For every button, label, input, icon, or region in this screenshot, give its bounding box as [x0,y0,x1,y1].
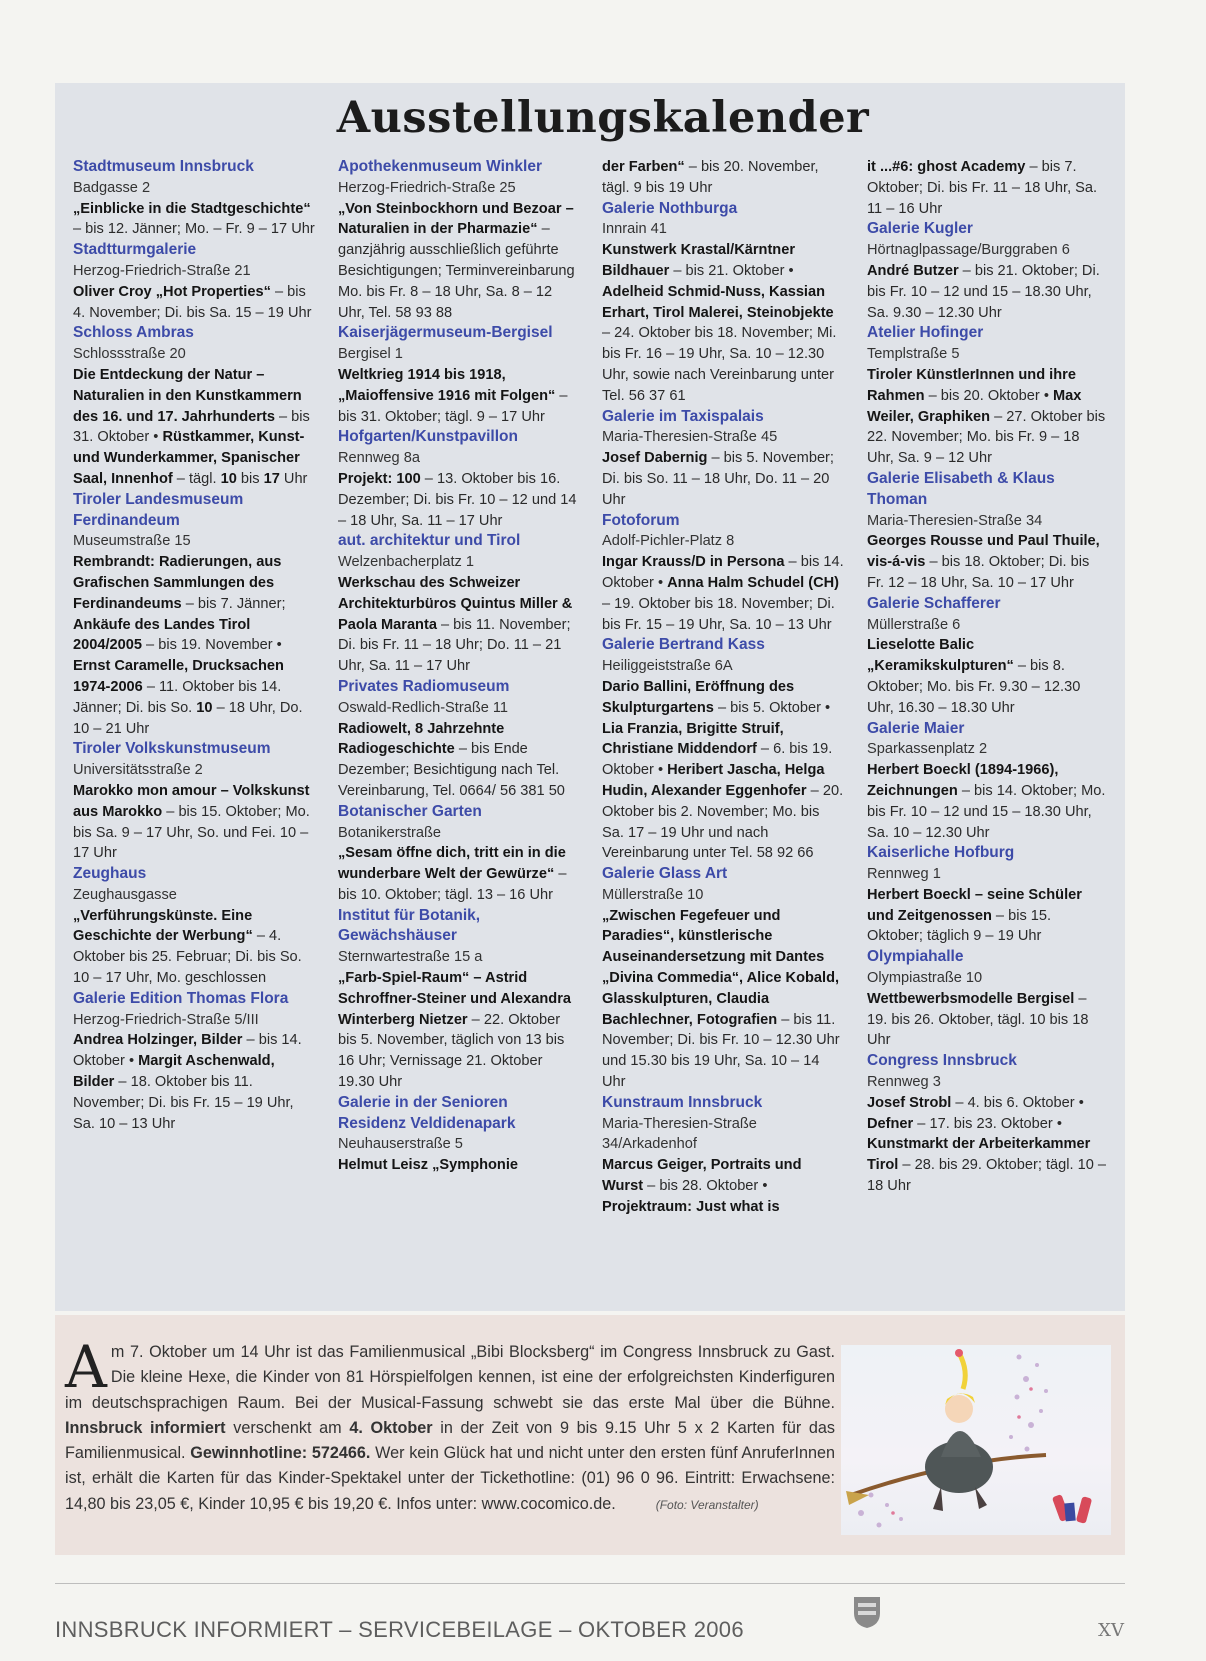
exhibition-dates: – bis 14. Oktober; Mo. bis Fr. 10 – 12 und 15 – 18.30 Uhr, Sa. 10 – 12.30 Uhr [867,782,1106,841]
exhibition-title: Lia Franzia, Brigitte Struif, Christiane Middendorf [602,720,784,758]
exhibition-title: „Von Steinbockhorn und Bezoar – Naturalien in der Pharmazie“ [338,200,574,238]
exhibition-dates: – 6. bis 19. Oktober • [602,741,833,779]
exhibition-details [867,365,1109,469]
exhibition-dates: – 18 Uhr, Do. 10 – 21 Uhr [73,699,303,737]
venue-address: Maria-Theresien-Straße 34/Arkadenhof [602,1115,757,1153]
exhibition-dates: – bis 20. November, tägl. 9 bis 19 Uhr [602,159,819,196]
exhibition-title: Rüstkammer, Kunst- und Wunderkammer, Spanischer Saal, Innenhof [73,429,305,487]
exhibition-dates: – 19. Oktober bis 18. November; Di. bis Fr. 15 – 19 Uhr, Sa. 10 – 13 Uhr [602,595,835,633]
exhibition-title: Kunstmarkt der Arbeiterkammer Tirol [867,1136,1091,1174]
venue-name: Botanischer Garten [338,802,482,820]
venue-address: Rennweg 8a [338,450,420,467]
exhibition-title: Ernst Caramelle, Drucksachen 1974-2006 [73,658,284,695]
exhibition-details [73,1030,315,1134]
venue-address: Innrain 41 [602,221,667,238]
exhibition-dates: – 18. Oktober bis 11. November; Di. bis Fr. 15 – 19 Uhr, Sa. 10 – 13 Uhr [73,1074,294,1132]
venue-address: Museumstraße 15 [73,533,191,550]
exhibition-dates: – bis 7. Oktober; Di. bis Fr. 11 – 18 Uhr, Sa. 11 – 16 Uhr [867,159,1098,217]
venue-address: Müllerstraße 10 [602,886,704,903]
venue-name: Schloss Ambras [73,324,194,342]
exhibition-title: Wettbewerbsmodelle Bergisel [867,990,1075,1007]
notice-highlight: Innsbruck informiert [65,1418,226,1437]
exhibition-details [602,906,844,1093]
exhibition-dates: – bis 8. Oktober; Mo. bis Fr. 9.30 – 12.30 Uhr, 16.30 – 18.30 Uhr [867,658,1081,716]
exhibition-details [867,1093,1109,1197]
exhibition-dates: – bis 19. November • [142,637,282,654]
exhibition-title: Projekt: 100 [338,470,421,487]
exhibition-title: Projektraum: Just what is [602,1198,780,1215]
venue-name: Stadtmuseum Innsbruck [73,158,254,175]
exhibition-dates: – bis 12. Jänner; Mo. – Fr. 9 – 17 Uhr [73,221,315,238]
exhibition-title: Anna Halm Schudel (CH) [667,574,840,591]
exhibition-details [867,261,1109,323]
exhibition-title: André Butzer [867,262,959,279]
exhibition-title: Herbert Boeckl (1894-1966), Zeichnungen [867,762,1059,799]
venue-name: Kaiserjägermuseum-Bergisel [338,324,553,342]
exhibition-dates: – 27. Oktober bis 22. November; Mo. bis Fr. 9 – 18 Uhr, Sa. 9 – 12 Uhr [867,408,1106,467]
exhibition-title: Dario Ballini, Eröffnung des Skulpturgartens [602,678,795,716]
exhibition-title: Georges Rousse und Paul Thuile, vis-á-vis [867,533,1100,571]
exhibition-dates: – 19. bis 26. Oktober, tägl. 10 bis 18 Uhr [867,990,1089,1049]
exhibition-details [602,157,844,199]
exhibition-dates: – bis 5. November; Di. bis So. 11 – 18 Uhr, Do. 11 – 20 Uhr [602,450,834,508]
exhibition-dates: – bis 7. Jänner; [181,595,286,612]
exhibition-dates: – 4. bis 6. Oktober • [951,1094,1084,1111]
exhibition-details [602,240,844,406]
exhibition-dates: – bis 4. November; Di. bis Sa. 15 – 19 Uhr [73,283,312,321]
venue-name: Galerie Glass Art [602,865,728,883]
exhibition-dates: – 13. Oktober bis 16. Dezember; Di. bis Fr. 10 – 12 und 14 – 18 Uhr, Sa. 11 – 17 Uhr [338,470,577,529]
exhibition-title: Rembrandt: Radierungen, aus Grafischen Sammlungen des Ferdinandeums [73,554,282,612]
page-number: XV [1098,1620,1124,1641]
venue-address: Rennweg 1 [867,866,941,883]
exhibition-dates: – bis 31. Oktober; tägl. 9 – 17 Uhr [338,387,568,425]
notice-paragraph [65,1333,836,1518]
exhibition-title: „Sesam öffne dich, tritt ein in die wunderbare Welt der Gewürze“ [338,845,566,883]
exhibition-details [602,677,844,864]
exhibition-details [338,968,580,1093]
footer-rule [55,1583,1125,1584]
exhibition-title: Josef Dabernig [602,450,708,467]
exhibition-title: 17 [263,470,280,487]
venue-address: Sparkassenplatz 2 [867,741,988,758]
venue-name: Kaiserliche Hofburg [867,844,1015,862]
calendar-column-4 [867,157,1109,1197]
exhibition-dates: – 22. Oktober bis 5. November, täglich von 13 bis 16 Uhr; Vernissage 21. Oktober 19.30 Uhr [338,1011,565,1091]
exhibition-title: Heribert Jascha, Helga Hudin, Alexander Eggenhofer [602,762,825,799]
venue-address: Universitätsstraße 2 [73,762,203,779]
exhibition-details [602,1155,844,1217]
exhibition-title: Margit Aschenwald, Bilder [73,1053,275,1091]
exhibition-dates: – bis 28. Oktober • [643,1178,768,1195]
exhibition-title: 10 [196,699,213,716]
coat-of-arms-icon [852,1595,882,1629]
exhibition-details [73,282,315,324]
exhibition-title: Weltkrieg 1914 bis 1918, „Maioffensive 1916 mit Folgen“ [338,366,556,404]
exhibition-details [338,1155,580,1176]
venue-address: Heiliggeiststraße 6A [602,658,733,675]
calendar-column-1 [73,157,315,1134]
exhibition-dates: – bis 20. Oktober • [924,387,1053,404]
exhibition-title: Ankäufe des Landes Tirol 2004/2005 [73,616,251,654]
exhibition-details [338,365,580,427]
exhibition-dates: – bis 15. Oktober; täglich 9 – 19 Uhr [867,907,1052,945]
exhibition-dates: – bis 14. Oktober • [73,1032,302,1070]
exhibition-details [338,843,580,905]
venue-name: Stadtturmgalerie [73,241,197,259]
venue-address: Müllerstraße 6 [867,616,961,633]
exhibition-details [602,552,844,635]
venue-address: Adolf-Pichler-Platz 8 [602,533,735,550]
bibi-blocksberg-photo [841,1345,1111,1535]
exhibition-details [338,719,580,802]
photo-credit: (Foto: Veranstalter) [655,1497,759,1512]
exhibition-title: Werkschau des Schweizer Architekturbüros Quintus Miller & Paola Maranta [338,574,573,633]
venue-name: aut. architektur und Tirol [338,532,521,550]
exhibition-details [73,199,315,241]
venue-address: Bergisel 1 [338,346,403,363]
exhibition-dates: – bis 18. Oktober; Di. bis Fr. 12 – 18 Uhr, Sa. 10 – 17 Uhr [867,554,1090,591]
exhibition-dates: – 24. Oktober bis 18. November; Mi. bis Fr. 16 – 19 Uhr, Sa. 10 – 12.30 Uhr, sowie nach Vereinbarung unter Tel. 56 37 61 [602,325,837,404]
exhibition-title: it ...#6: ghost Academy [867,159,1026,175]
exhibition-details [867,885,1109,947]
exhibition-dates: – ganzjährig ausschließlich geführte Besichtigungen; Terminvereinbarung Mo. bis Fr. 8 – 18 Uhr, Sa. 8 – 12 Uhr, Tel. 58 93 88 [338,221,575,321]
exhibition-details [867,760,1109,843]
venue-address: Welzenbacherplatz 1 [338,554,475,571]
venue-address: Herzog-Friedrich-Straße 21 [73,262,251,279]
exhibition-title: der Farben“ [602,159,685,175]
exhibition-dates: – bis 31. Oktober • [73,408,310,446]
exhibition-title: Ingar Krauss/D in Persona [602,554,785,571]
exhibition-dates: – tägl. [172,470,221,487]
venue-name: Galerie Maier [867,719,965,737]
page-title: Ausstellungskalender [336,93,870,143]
venue-name: Galerie Schafferer [867,594,1001,612]
drop-cap: A [65,1333,107,1401]
exhibition-title: 10 [220,470,237,487]
venue-name: Tiroler Landesmuseum Ferdinandeum [73,490,244,529]
exhibition-dates: – bis 14. Oktober • [602,554,844,591]
exhibition-title: Adelheid Schmid-Nuss, Kassian Erhart, Tirol Malerei, Steinobjekte [602,283,834,321]
venue-name: Hofgarten/Kunstpavillon [338,428,518,446]
calendar-column-2 [338,157,580,1176]
footer-title: INNSBRUCK INFORMIERT – SERVICEBEILAGE – OKTOBER 2006 [55,1617,744,1642]
exhibition-title: Josef Strobl [867,1094,952,1111]
exhibition-dates: – bis 11. November; Di. bis Fr. 11 – 18 Uhr; Do. 11 – 21 Uhr, Sa. 11 – 17 Uhr [338,616,571,675]
exhibition-title: Herbert Boeckl – seine Schüler und Zeitgenossen [867,886,1082,924]
venue-address: Maria-Theresien-Straße 34 [867,512,1043,529]
exhibition-dates: – bis Ende Dezember; Besichtigung nach Tel. Vereinbarung, Tel. 0664/ 56 381 50 [338,741,565,799]
exhibition-dates: – bis 5. Oktober • [713,699,831,716]
exhibition-dates: – 11. Oktober bis 14. Jänner; Di. bis So. [73,678,282,716]
exhibition-title: Lieselotte Balic „Keramikskulpturen“ [867,637,1014,675]
exhibition-title: Helmut Leisz „Symphonie [338,1157,519,1174]
exhibition-title: Radiowelt, 8 Jahrzehnte Radiogeschichte [338,720,505,758]
venue-name: Galerie Bertrand Kass [602,636,765,654]
exhibition-dates: bis [236,470,264,487]
exhibition-dates: – bis 11. November; Di. bis Fr. 10 – 12.30 Uhr und 15.30 bis 19 Uhr, Sa. 10 – 14 Uhr [602,1011,840,1091]
notice-text-segment: verschenkt am [225,1418,350,1437]
venue-name: Galerie Elisabeth & Klaus Thoman [867,469,1055,508]
venue-address: Badgasse 2 [73,179,151,196]
exhibition-details [867,989,1109,1051]
venue-name: Atelier Hofinger [867,324,984,342]
exhibition-title: Oliver Croy „Hot Properties“ [73,283,271,300]
exhibition-details [338,469,580,531]
notice-text-segment: Wer kein Glück hat und nicht unter den ersten fünf AnruferInnen ist, erhält die Karten für das Kinder-Spektakel unter der Tickethotline: (01) 96 0 96. Eintritt: Erwachsene: 14,80 bis 23,05 €, Kinder 10,95 € bis 19,20 €. Infos unter: www.cocomico.de. [65,1444,835,1513]
exhibition-title: „Verführungskünste. Eine Geschichte der Werbung“ [73,907,253,945]
exhibition-title: Max Weiler, Graphiken [867,387,1082,425]
venue-name: Apothekenmuseum Winkler [338,158,542,175]
notice-text [65,1333,836,1518]
exhibition-title: „Einblicke in die Stadtgeschichte“ [73,200,311,217]
venue-address: Neuhauserstraße 5 [338,1136,463,1153]
venue-address: Sternwartestraße 15 a [338,949,483,966]
exhibition-dates: – 20. Oktober bis 2. November; Mo. bis Sa. 17 – 19 Uhr und nach Vereinbarung unter Tel. 58 92 66 [602,782,844,862]
exhibition-title: Kunstwerk Krastal/Kärntner Bildhauer [602,242,796,279]
venue-name: Olympiahalle [867,948,964,966]
exhibition-title: Andrea Holzinger, Bilder [73,1032,243,1049]
exhibition-dates: – bis 21. Oktober; Di. bis Fr. 10 – 12 und 15 – 18.30 Uhr, Sa. 9.30 – 12.30 Uhr [867,262,1100,321]
witch-on-broom-illustration [841,1345,1111,1535]
venue-address: Herzog-Friedrich-Straße 5/III [73,1011,259,1028]
venue-name: Institut für Botanik, Gewächshäuser [338,906,481,945]
notice-text-segment: m 7. Oktober um 14 Uhr ist das Familienmusical „Bibi Blocksberg“ im Congress Innsbruck zu Gast. Die kleine Hexe, die Kinder von 81 Hörspielfolgen kennen, ist eine der erfolgreichsten Kinderfiguren im deutschsprachigen Raum. Bei der Musical-Fassung schwebt sie das erste Mal über die Bühne. [65,1343,835,1412]
exhibition-title: Marcus Geiger, Portraits und Wurst [602,1157,802,1195]
exhibition-title: „Farb-Spiel-Raum“ – Astrid Schroffner-Steiner und Alexandra Winterberg Nietzer [338,970,572,1028]
venue-address: Hörtnaglpassage/Burggraben 6 [867,242,1070,259]
notice-text-segment: in der Zeit von 9 bis 9.15 Uhr 5 x 2 Karten für das Familienmusical. [65,1418,836,1463]
exhibition-details [338,199,580,324]
exhibition-dates: – bis 21. Oktober • [669,262,794,279]
venue-name: Kunstraum Innsbruck [602,1093,763,1111]
venue-name: Galerie in der Senioren Residenz Veldidenapark [338,1093,516,1132]
venue-name: Galerie Edition Thomas Flora [73,989,289,1007]
exhibition-title: „Zwischen Fegefeuer und Paradies“, künstlerische Auseinandersetzung mit Dantes „Divina Commedia“, Alice Kobald, Glasskulpturen, Claudia Bachlechner, Fotografien [602,907,840,1028]
exhibition-dates: – 4. Oktober bis 25. Februar; Di. bis So. 10 – 17 Uhr, Mo. geschlossen [73,928,302,987]
exhibition-details [602,448,844,510]
exhibition-details [73,552,315,739]
venue-name: Tiroler Volkskunstmuseum [73,740,271,758]
exhibition-title: Tiroler KünstlerInnen und ihre Rahmen [867,366,1076,404]
exhibition-details [73,781,315,864]
venue-name: Galerie Kugler [867,220,973,238]
venue-name: Zeughaus [73,865,147,883]
exhibition-title: Defner [867,1115,914,1132]
exhibition-title: Marokko mon amour – Volkskunst aus Marokko [73,782,310,820]
venue-name: Galerie im Taxispalais [602,407,764,425]
venue-address: Olympiastraße 10 [867,970,983,987]
venue-name: Congress Innsbruck [867,1052,1017,1070]
exhibition-details [867,157,1109,219]
venue-name: Galerie Nothburga [602,199,738,217]
venue-address: Templstraße 5 [867,346,960,363]
venue-address: Maria-Theresien-Straße 45 [602,429,778,446]
venue-address: Zeughausgasse [73,886,177,903]
exhibition-dates: – 17. bis 23. Oktober • [913,1115,1062,1132]
exhibition-dates: – bis 10. Oktober; tägl. 13 – 16 Uhr [338,866,567,903]
venue-address: Rennweg 3 [867,1074,941,1091]
exhibition-details [338,573,580,677]
exhibition-dates: Uhr [279,470,308,487]
notice-highlight: 4. Oktober [349,1418,433,1437]
calendar-column-3 [602,157,844,1218]
exhibition-title: Die Entdeckung der Natur – Naturalien in den Kunstkammern des 16. und 17. Jahrhunderts [73,366,302,425]
exhibition-details [73,906,315,989]
exhibition-dates: – 28. bis 29. Oktober; tägl. 10 – 18 Uhr [867,1157,1107,1195]
venue-address: Oswald-Redlich-Straße 11 [338,699,509,716]
exhibition-details [867,635,1109,718]
venue-name: Fotoforum [602,511,680,529]
venue-name: Privates Radiomuseum [338,677,510,695]
venue-address: Herzog-Friedrich-Straße 25 [338,179,516,196]
venue-address: Botanikerstraße [338,824,442,841]
venue-address: Schlossstraße 20 [73,346,186,363]
exhibition-dates: – bis 15. Oktober; Mo. bis Sa. 9 – 17 Uhr, So. und Fei. 10 – 17 Uhr [73,803,310,862]
notice-highlight: Gewinnhotline: 572466. [190,1444,371,1463]
exhibition-details [73,365,315,490]
exhibition-details [867,531,1109,593]
